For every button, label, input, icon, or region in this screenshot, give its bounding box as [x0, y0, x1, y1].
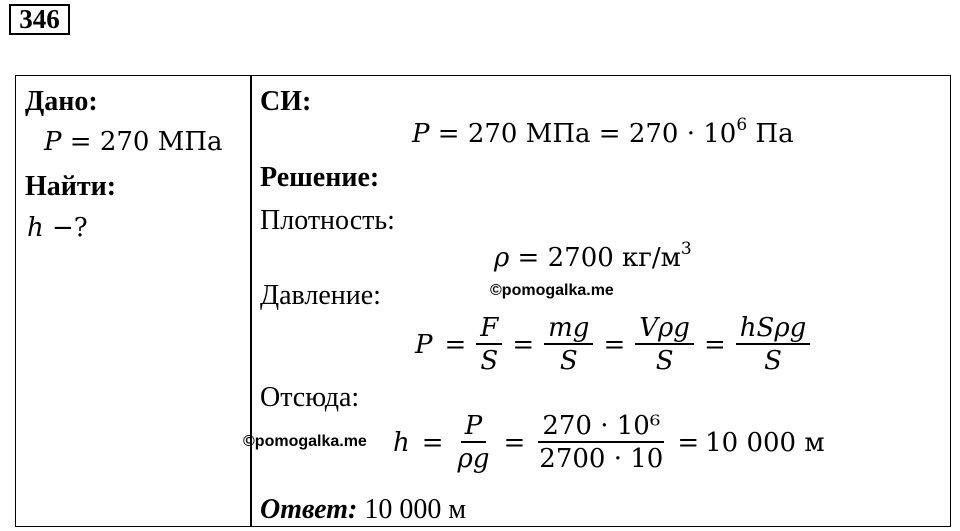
- pressure-formula: P = $\frac{F}{S}$ = $\frac{mg}{S}$ = $\frac{\text{Vρg}}{S}$ = $\frac{\text{hSρg}}{S}$: [415, 314, 814, 375]
- hence-label: Отсюда:: [260, 382, 360, 413]
- si-conversion: P = 270 МПа = $270 \cdot 10^6$ Па: [412, 115, 794, 149]
- problem-number: 346: [9, 4, 70, 35]
- solution-heading: Решение:: [260, 162, 380, 193]
- find-value: h −?: [27, 213, 88, 243]
- watermark: ©pomogalka.me: [243, 433, 367, 450]
- density-formula: ρ = 2700 $кг/м^3$: [494, 239, 692, 273]
- height-formula: h = $\frac{P}{\rho g}$ = $\frac{\text{270 · 10⁶}}{2700 \cdot 10}$ = 10 000 м: [393, 411, 825, 474]
- density-label: Плотность:: [260, 205, 395, 236]
- find-heading: Найти:: [25, 171, 117, 202]
- pressure-label: Давление:: [260, 280, 381, 311]
- given-heading: Дано:: [25, 86, 98, 117]
- given-value: P = 270 МПа: [44, 127, 223, 157]
- si-heading: СИ:: [260, 86, 312, 117]
- watermark: ©pomogalka.me: [490, 282, 614, 299]
- answer-label: Ответ:: [260, 494, 358, 525]
- answer-value: 10 000 м: [364, 494, 467, 525]
- column-divider: [250, 75, 252, 527]
- answer-line: [260, 494, 466, 526]
